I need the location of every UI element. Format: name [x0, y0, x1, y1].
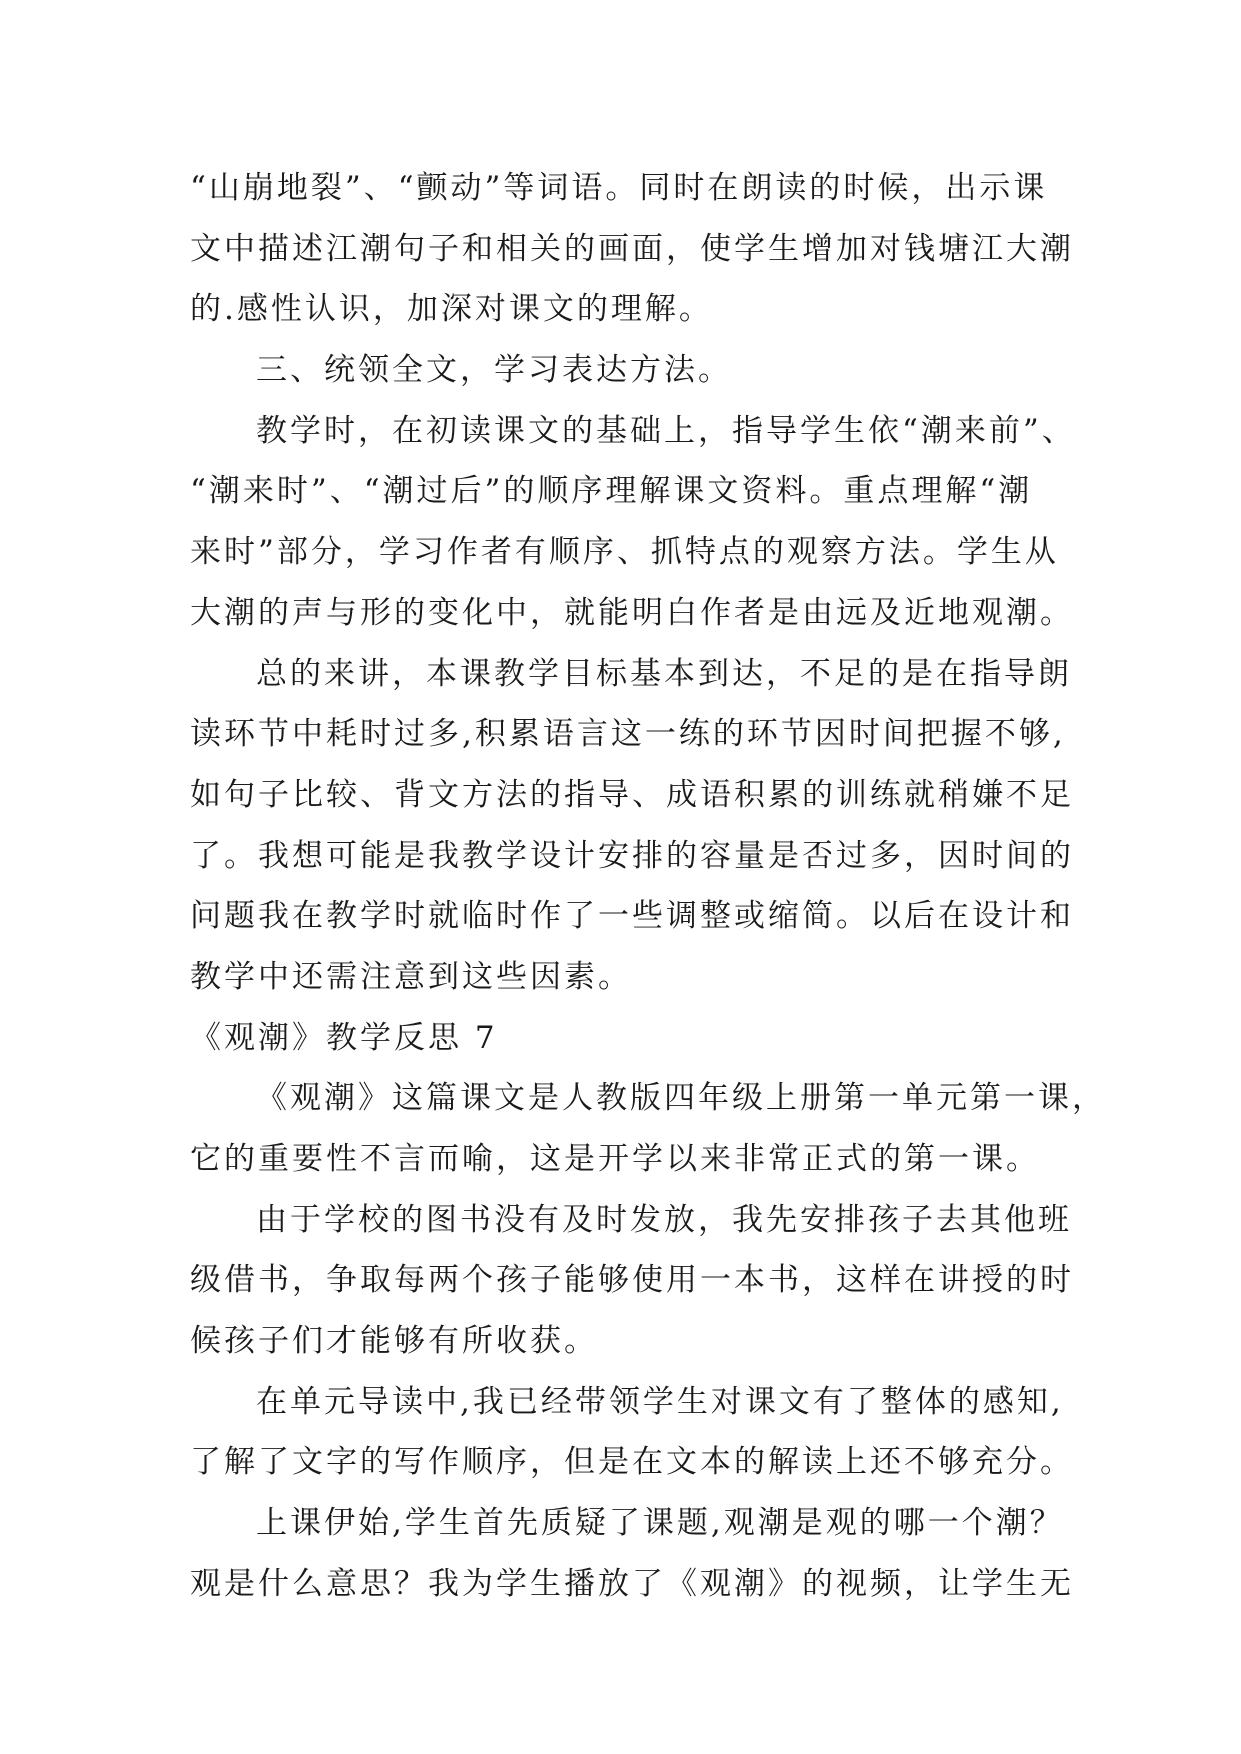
document-body [190, 158, 1106, 1615]
text-line: 如句子比较、背文方法的指导、成语积累的训练就稍嫌不足 [190, 776, 1074, 813]
text-line: 由于学校的图书没有及时发放，我先安排孩子去其他班 [256, 1201, 1072, 1238]
text-line: 在单元导读中,我已经带领学生对课文有了整体的感知, [256, 1383, 1064, 1420]
text-line: 来时”部分，学习作者有顺序、抓特点的观察方法。学生从 [190, 534, 1059, 571]
text-line: 教学中还需注意到这些因素。 [190, 958, 632, 995]
text-line: 总的来讲，本课教学目标基本到达，不足的是在指导朗 [256, 655, 1072, 692]
text-line: 级借书，争取每两个孩子能够使用一本书，这样在讲授的时 [190, 1262, 1074, 1299]
text-line: 候孩子们才能够有所收获。 [190, 1323, 598, 1360]
text-line: 三、统领全文，学习表达方法。 [256, 352, 732, 389]
text-line: “山崩地裂”、“颤动”等词语。同时在朗读的时候，出示课 [190, 170, 1048, 206]
text-line: 《观潮》这篇课文是人教版四年级上册第一单元第一课， [256, 1080, 1106, 1117]
text-line: 上课伊始,学生首先质疑了课题,观潮是观的哪一个潮？ [256, 1505, 1064, 1542]
text-line: 读环节中耗时过多,积累语言这一练的环节因时间把握不够, [190, 716, 1066, 753]
text-line: 《观潮》教学反思 7 [190, 1019, 498, 1056]
text-line: 问题我在教学时就临时作了一些调整或缩简。以后在设计和 [190, 898, 1074, 935]
text-line: “潮来时”、“潮过后”的顺序理解课文资料。重点理解“潮 [190, 473, 1033, 510]
text-line: 了解了文字的写作顺序，但是在文本的解读上还不够充分。 [190, 1444, 1074, 1481]
text-line: 文中描述江潮句子和相关的画面，使学生增加对钱塘江大潮 [190, 230, 1074, 267]
text-line: 了。我想可能是我教学设计安排的容量是否过多，因时间的 [190, 837, 1074, 874]
text-line: 的.感性认识，加深对课文的理解。 [190, 291, 713, 328]
text-line: 它的重要性不言而喻，这是开学以来非常正式的第一课。 [190, 1141, 1040, 1177]
text-line: 教学时，在初读课文的基础上，指导学生依“潮来前”、 [256, 412, 1076, 449]
text-line: 大潮的声与形的变化中，就能明白作者是由远及近地观潮。 [190, 594, 1074, 631]
text-line: 观是什么意思？我为学生播放了《观潮》的视频，让学生无 [190, 1565, 1074, 1602]
